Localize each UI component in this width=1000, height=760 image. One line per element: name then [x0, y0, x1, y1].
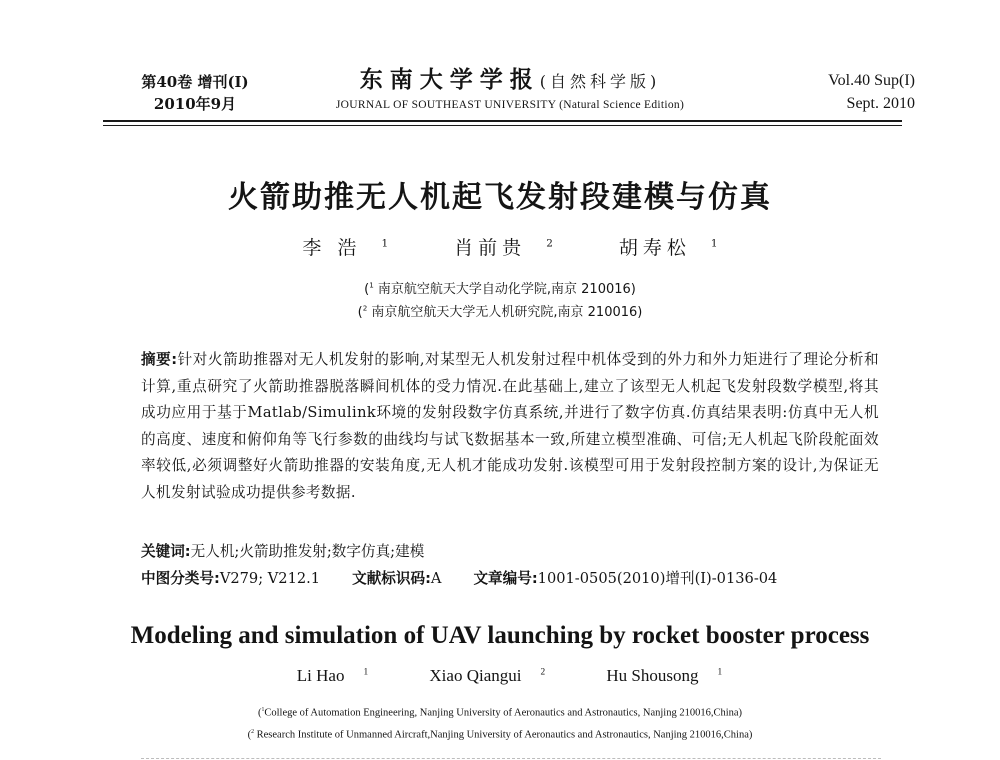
affiliation-en-2: ($^2$ Research Institute of Unmanned Aircraft,Nanjing University of Aeronautics and Astronautics, Nanjing 210016,China): [247, 729, 753, 741]
issue-volume-cn: 第40卷 增刊(I): [141, 73, 249, 91]
author-list-en: [0, 666, 1000, 686]
author-en: Xiao Qiangui $^2$: [429, 666, 546, 685]
journal-name-cn: 东南大学学报: [359, 66, 540, 93]
author-list-cn: [0, 233, 1000, 260]
paper-title-cn: 火箭助推无人机起飞发射段建模与仿真: [228, 180, 772, 215]
keywords-label: 关键词:: [141, 543, 191, 560]
page-continuation: [141, 752, 881, 760]
author-cn: 肖前贵 $^2$: [454, 237, 553, 259]
journal-masthead: [290, 66, 730, 111]
issue-info-en: [745, 69, 915, 115]
keywords: [141, 540, 424, 561]
keywords-text: 无人机;火箭助推发射;数字仿真;建模: [190, 543, 425, 560]
article-number-label: 文章编号:: [473, 570, 538, 587]
clc-label: 中图分类号:: [141, 570, 220, 587]
article-number-value: 1001-0505(2010)增刊(I)-0136-04: [537, 570, 778, 587]
author-en: Li Hao $^1$: [296, 666, 369, 685]
abstract-label: 摘要:: [141, 351, 178, 368]
clc-value: V279; V212.1: [219, 570, 321, 587]
doc-code-value: A: [430, 570, 442, 587]
author-en: Hu Shousong $^1$: [606, 666, 723, 685]
issue-date-cn: 2010年9月: [153, 95, 237, 113]
journal-title-cn: [290, 66, 730, 96]
header-rule-thin: [103, 125, 902, 126]
affiliation-en-1: ($^1$College of Automation Engineering, Nanjing University of Aeronautics and Astronautics, Nanjing 210016,China): [257, 707, 743, 719]
abstract-text: 针对火箭助推器对无人机发射的影响,对某型无人机发射过程中机体受到的外力和外力矩进行了理论分析和计算,重点研究了火箭助推器脱落瞬间机体的受力情况.在此基础上,建立了该型无人机起飞发射段数学模型,将其成功应用于基于Matlab/Simulink环境的发射段数字仿真系统,并进行了数字仿真.仿真结果表明:仿真中无人机的高度、速度和俯仰角等飞行参数的曲线均与试飞数据基本一致,所建立模型准确、可信;无人机起飞阶段舵面效率较低,必须调整好火箭助推器的安装角度,无人机才能成功发射.该模型可用于发射段控制方案的设计,为保证无人机发射试验成功提供参考数据.: [141, 351, 879, 501]
header-rule-thick: [103, 120, 902, 122]
issue-date-en: Sept. 2010: [846, 95, 915, 112]
author-cn: 胡寿松 $^1$: [618, 237, 718, 259]
journal-title-en: JOURNAL OF SOUTHEAST UNIVERSITY (Natural Science Edition): [335, 99, 685, 111]
abstract-cn: [141, 347, 879, 506]
affiliation-cn-1: ($^1$ 南京航空航天大学自动化学院,南京 210016): [364, 280, 636, 297]
affiliation-cn-2: ($^2$ 南京航空航天大学无人机研究院,南京 210016): [357, 303, 643, 320]
issue-info: [120, 71, 270, 115]
issue-volume-en: Vol.40 Sup(I): [828, 72, 915, 89]
journal-edition-cn: (自然科学版): [539, 72, 661, 91]
classification-line: [141, 567, 901, 588]
author-cn: 李 浩 $^1$: [302, 237, 389, 259]
doc-code-label: 文献标识码:: [352, 570, 431, 587]
paper-title-en: Modeling and simulation of UAV launching by rocket booster process: [130, 622, 870, 649]
